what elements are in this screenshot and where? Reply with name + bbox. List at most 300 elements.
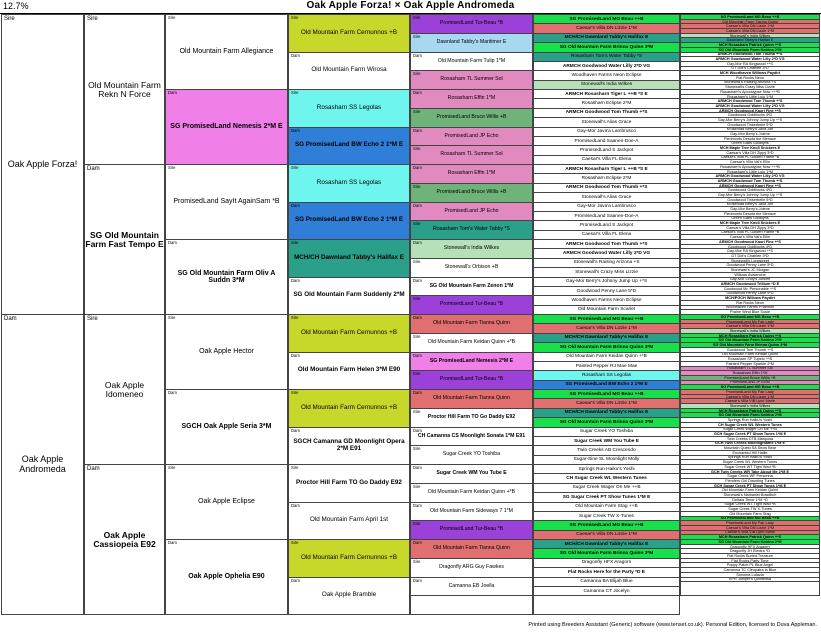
animal-name: Poppy Patch PL Blue Angel [726,563,774,568]
animal-name: Caesar's Villa DH Zippy 3*D [726,225,774,230]
animal-name: Springs Run Haiku's Yoshi [727,455,773,460]
parent-role-label: Dam [413,465,422,470]
pedigree-cell-g3 [288,239,410,278]
animal-name: Caesar's Villa DN Lizzie 1*M [576,26,637,32]
animal-name: ARMCH Goodwood Tom Thumb +*S [565,185,648,191]
animal-name: CH Camanna CS Moonlight Sonata 1*M E91 [417,432,526,439]
animal-name: Old Mountain Farm Wirosa [311,66,387,74]
animal-name: MCH Maple Tree Knoll Snickers E [719,146,781,151]
parent-role-label: Sire [413,408,421,414]
animal-name: Camanna EB Joella [448,582,495,589]
pedigree-cell-g4 [410,445,533,465]
animal-name: Oak Apple Bramble [321,591,377,599]
animal-name: Stonewall's JC Morgan [730,267,770,272]
parent-role-label: Sire [413,371,421,377]
pedigree-cell-g4 [410,89,533,109]
animal-name: SG PromisedLand MG Beau ++B [720,14,780,19]
animal-name: Stonewall's Alias Grace [581,119,632,125]
animal-name: GT Dot's Chablee 3*D [731,253,769,258]
animal-name: Gay-Mor RA Kingwood +*S [727,61,773,66]
animal-name: Painted Pepper Sparkle 2*M [726,361,774,366]
animal-name: PromisedLand Saanen-Doe-A [574,138,639,144]
animal-name: SG PromisedLand MG Beau ++B [569,522,644,528]
parent-role-label: Sire [413,33,421,39]
pedigree-cell-g4 [410,314,533,334]
parent-role-label: Dam [168,240,177,245]
parent-role-label: Dam [168,90,177,95]
animal-name: Old Mountain Farm Keidan Quinn +*B [427,488,516,495]
parent-role-label: Dam [168,540,177,545]
animal-name: Caesar's Villa VIB Lynn Marie [725,530,775,535]
pedigree-cell-g4 [410,33,533,53]
animal-name: SG PromisedLand MG Beau ++B [720,385,780,390]
animal-name: SG PromisedLand MG Beau ++B [569,391,644,397]
animal-name: Sonoma Lutazia [736,572,764,577]
animal-name: Old Mountain Farm Sideways 7 1*M [429,507,514,514]
pedigree-cell-g4 [410,70,533,90]
pedigree-cell-g4 [410,239,533,259]
pedigree-cell-g4 [410,558,533,578]
parent-role-label: Sire [413,296,421,302]
animal-name: SG PromisedLand MG Beau ++B [720,314,780,319]
parent-role-label: Dam [413,315,422,320]
animal-name: Enchanted Hill Hallie [732,450,768,455]
animal-name: Flat Rocks Party Time [731,558,769,563]
animal-name: Stonewall's Raising Arizona +S [573,260,640,266]
animal-name: Rosasharn's Apocalypse Now ++*B [720,164,780,169]
animal-name: Goodwood Tinkerbelle 5*D [727,197,773,202]
animal-name: Rosasharn Tom's Water Tabby *S [570,54,643,60]
pedigree-cell-g3 [288,164,410,203]
animal-name: Prairie Wind Blue Susie [730,310,770,315]
parent-role-label: Dam [413,427,422,433]
animal-name: Dawnland Tabby's Halifax E [726,38,774,43]
pedigree-cell-g4 [410,595,533,615]
animal-name: Rosasharn TL Summer Sol [727,366,773,371]
animal-name: Stonewall's Alias Grace [581,194,632,200]
animal-name: Old Mountain Farm Scarlet [577,307,636,313]
animal-name: PromisedLand S Jackpot [579,222,634,228]
pedigree-cell-g3 [288,89,410,128]
animal-name: GCH Twin Creeks WR Take About Me 2*M E [711,469,789,474]
animal-name: Old Mountain Farm Allegiance [179,48,274,56]
animal-name: Flat Rocks Neon [735,300,765,305]
animal-name: Gay-Mor Berry's Johnny Jump Up +*S [717,192,783,197]
parent-role-label: Sire [413,558,421,564]
animal-name: Gay-Mor Berry's Jolene [730,207,770,212]
animal-name: SG PromisedLand MG Beau ++B [720,516,780,521]
animal-name: Piedmonts Desota the Menace [724,136,776,141]
pedigree-cell-g4 [410,539,533,559]
animal-name: Rosasharn's Apocalypse Now ++*B [720,89,780,94]
pedigree-cell-g1 [84,164,165,315]
parent-role-label: Dam [291,352,300,358]
animal-name: Old Mountain Farm Stag ++B [575,504,638,510]
pedigree-cell-g4 [410,14,533,34]
animal-name: Oak Apple Idomeneo [104,379,145,399]
animal-name: Caesar's Villa DN Lizzie 1*M [725,525,775,530]
parent-role-label: Dam [291,427,300,433]
animal-name: Oak Apple Andromeda [19,454,66,474]
pedigree-cell-g3 [288,464,410,503]
pedigree-cell-g4 [410,220,533,240]
animal-name: ARMCH Goodwood Kaori Fine +*S [719,108,781,113]
pedigree-cell-g2 [165,539,288,615]
parent-role-label: Dam [291,577,300,583]
animal-name: Goodwood Penny Lane 5*D [726,263,774,268]
parent-role-label: Dam [291,127,300,133]
pedigree-cell-g6 [680,581,820,596]
animal-name: ARMCH Goodwood Kaori Fine +*S [719,239,781,244]
animal-name: Oak Apple Ophelia E90 [188,573,265,581]
parent-role-label: Dam [87,466,100,472]
animal-name: Old Mountain Farm Tianna Quinn [433,395,510,402]
animal-name: Painted Pepper RJ Mae Mae [575,363,638,369]
header-bar [0,0,821,14]
animal-name: Caesar's Villa Val's Ellie [729,235,771,240]
animal-name: Goodwood Goldilocks 4*D [727,188,773,193]
animal-name: Rosasharn TL Summer Sol [440,76,503,83]
animal-name: ARMCH Goodwood Trillium *D E [720,282,780,287]
pedigree-cell-g2 [165,14,288,90]
animal-name: Stonewall's India Wilkes [729,403,771,408]
animal-name: Sugar-Sine SL Moonlight Molly [573,457,640,463]
animal-name: Gay-Mor RA Kingwood +*S [727,249,773,254]
animal-name: SG Old Mountain Farm Katrina 2*M [718,338,782,343]
animal-name: Kroseroad Berry's Java Joe [726,127,774,132]
pedigree-cell-g4 [410,577,533,597]
animal-name: Caesar's Villa DN Lizzie 1*M [576,326,637,332]
animal-name: PromisedLand Bruce Willis +B [724,375,776,380]
parent-role-label: Dam [413,277,422,283]
animal-name: MCH Maple Tree Knoll Snickers E [719,221,781,226]
animal-name: PromisedLand Bruce Willis +B [436,188,507,195]
animal-name: Dragonfly HFX Aragorn [581,560,632,566]
parent-role-label: Sire [4,16,15,22]
animal-name: Gay-Mor Berry's Johnny Jump Up +*S [717,117,783,122]
pedigree-cell-g1 [84,14,165,165]
animal-name: PromisedLand My Fair Lady [726,521,774,526]
animal-name: PromisedLand S Jackpot [579,147,634,153]
animal-name: Camanna TC Cleopatra in Blue [723,567,777,572]
animal-name: SG Old Mountain Farm Brinna Quinn 3*M [712,342,788,347]
animal-name: Sugar Creek TW X-Tunes [728,507,772,512]
parent-role-label: Dam [413,127,422,133]
animal-name: PromisedLand Tur-Beau *B [439,526,504,533]
pedigree-cell-g4 [410,333,533,353]
pedigree-cell-g3 [288,52,410,91]
animal-name: Rosasharn Effin 1*M [447,170,496,177]
parent-role-label: Sire [413,221,421,227]
animal-name: MCH Rosasharn Patrick Quinn +*S [718,408,782,413]
animal-name: Old Mountain Farm Tianna Quinn [433,320,510,327]
animal-name: ARMCH Goodwood Tom Thumb +*S [565,241,648,247]
animal-name: Caesar's Villa DN Lizzie 1*M [576,532,637,538]
animal-name: Goodwood Penny Lane 5*D [726,291,774,296]
animal-name: Goodwood Goldilocks 4*D [727,113,773,118]
pedigree-cell-g4 [410,295,533,315]
animal-name: Stonewall's Raising Arizona +S [723,80,777,85]
animal-name: Dragonfly HFX Aragorn [730,544,770,549]
animal-name: Sugar Creek WL Western Tunes [722,460,778,465]
parent-role-label: Dam [413,52,422,58]
animal-name: Sugar Creek TW X-Tunes [579,513,634,519]
animal-name: GT Dot's Chablee 3*D [731,66,769,71]
animal-name: Sugar Creek WF Personna [727,474,773,479]
animal-name: Old Mountain Farm Stag [729,511,771,516]
pedigree-cell-g3 [288,127,410,166]
animal-name: Gay-Mor Berry's Jolene [730,132,770,137]
animal-name: Gay-Mor Berry's Johnny Jump Up +*S [565,279,648,285]
animal-name: Gay-Mor Java'a Lambrusco [577,204,636,210]
animal-name: Old Mountain Farm Keidan Quinn [721,352,779,357]
animal-name: SG Sugar Creek PT Show Tunes 1*M E [562,494,651,500]
animal-name: ARMCH Rosasharn Tiger L ++B *S E [565,91,648,97]
animal-name: Rosasharn's Little Lulu 1*M [726,169,774,174]
animal-name: ARMCH Goodwood Water Lilly 2*D VG [715,103,785,108]
animal-name: MCH Rosasharn Patrick Quinn +*S [718,535,782,540]
animal-name: Old Mountain Farm Helen 3*M E90 [297,366,401,374]
pedigree-cell-g4 [410,464,533,484]
animal-name: SG Old Mountain Farm Oliv A Suddn 3*M [177,269,276,284]
animal-name: Stonewall's Longstreet [730,258,770,263]
parent-role-label: Sire [413,183,421,189]
pedigree-cell-g4 [410,183,533,203]
animal-name: Gay-Mor Java'a Lambrusco [577,129,636,135]
parent-role-label: Sire [291,540,299,545]
parent-role-label: Sire [168,465,176,470]
pedigree-cell-g3 [288,577,410,616]
animal-name: Caesar's Villa FL Elena [581,157,632,163]
animal-name: Camanna BA Elijah Blue [580,579,633,585]
animal-name: Springs Run Haiku's Yoshi [578,466,635,472]
animal-name: Willows Avalanche [734,272,766,277]
parent-role-label: Sire [413,15,421,20]
animal-name: Stonewall's Crazy Miss Lizzie [725,85,775,90]
animal-name: Old Mountain Farm Cernunnos +B [300,28,398,36]
parent-role-label: Sire [413,483,421,489]
animal-name: SGCH Oak Apple Seria 3*M [181,423,272,431]
animal-name: Springs Run Haiku's Yoshi [727,417,773,422]
animal-name: Deltaia Tenor 1*M *D [732,497,768,502]
parent-role-label: Sire [168,315,176,320]
pedigree-cell-g3 [288,314,410,353]
parent-role-label: Dam [87,166,100,172]
animal-name: Oak Apple Cassiopeia E92 [93,529,156,549]
zoom-level: 12.7% [3,1,29,11]
pedigree-cell-g3 [288,277,410,316]
animal-name: MCH/CH Dawnland Tabby's Halifax E [564,541,649,547]
animal-name: Sugar Creek WM You Tube E [573,438,640,444]
animal-name: Rosasharn Eclipse 2*M [581,176,632,182]
pedigree-cell-g2 [165,89,288,165]
animal-name: Sugar Creek WM You Tube E [436,470,507,477]
parent-role-label: Dam [413,390,422,395]
parent-role-label: Sire [413,446,421,452]
animal-name: Caesar's Villa VIB Lynn Marie [725,399,775,404]
animal-name: Rosasharn Tom's Water Tabby *S [432,226,510,233]
animal-name: Old Mountain Farm Cernunnos +B [300,553,398,561]
animal-name: Rosasharn SS Legolas [581,372,632,378]
animal-name: SG PromisedLand Nemesis 2*M E [170,123,283,131]
animal-name: SG Old Mountain Farm Suddenly 2*M [293,291,405,299]
animal-name: PromisedLand SayIt AgainSam *B [173,198,280,206]
animal-name: Rosasharn TL Summer Sol [440,151,503,158]
pedigree-cell-g0 [1,314,84,615]
animal-name: Sugar Creek WT Tight Wad *B [724,502,776,507]
pedigree-cell-g4 [410,408,533,428]
animal-name: Piedmonts Desota the Menace [724,211,776,216]
parent-role-label: Dam [413,90,422,95]
animal-name: Dragonfly JH Electra *D [729,549,771,554]
animal-name: Rosasharn SP Tupelo +*B [727,357,773,362]
animal-name: MCH Rosasharn Patrick Quinn +*S [718,42,782,47]
pedigree-cell-g3 [288,427,410,466]
pedigree-cell-g5 [533,595,680,615]
animal-name: SG Old Mountain Farm Fast Tempo E [85,229,164,249]
animal-name: Rosasharn Eclipse 2*M [581,101,632,107]
animal-name: SG Old Mountain Farm Brinna Quinn 3*M [559,419,654,425]
animal-name: MCH/CH Dawnland Tabby's Halifax E [294,253,404,261]
animal-name: PromisedLand My Fair Lady [726,389,774,394]
animal-name: Old Mountain Farm Keidan Quinn +*B [566,354,647,360]
animal-name: GCH Twin Creeks Moonlightaffle 1*M E [715,441,785,446]
animal-name: MCH Rosasharn Patrick Quinn +*S [718,333,782,338]
animal-name: ARMCH Goodwood Water Lilly 2*D VG [715,174,785,179]
animal-name: GCH Sugar Creek PT Show Tunes 1*M E [713,432,787,437]
animal-name: Caesar's Villa Val's Ellie [729,160,771,165]
animal-name: ARMCH Goodwood Tom Thumb +*S [565,110,648,116]
animal-name: ARMCH Goodwood Water Lilly 2*D VG [562,63,651,69]
pedigree-cell-g0 [1,14,84,315]
parent-role-label: Dam [4,316,17,322]
parent-role-label: Sire [413,521,421,527]
animal-name: Old Mountain Farm Rekn N Force [88,79,161,99]
animal-name: Flat Rocks Buried Treasure [726,553,773,558]
pedigree-cell-g4 [410,258,533,278]
animal-name: Sugar Creek YO Toshiba [442,451,501,458]
animal-name: Proctor Hill Farm TO Go Daddy E92 [296,478,402,486]
animal-name: Stonewall's India Wilkes [729,33,771,38]
animal-name: Twin Creeks CTB Mariposa [726,436,774,441]
pedigree-cell-g2 [165,164,288,240]
animal-name: SG Old Mountain Farm Katrina 2*M [718,539,782,544]
parent-role-label: Dam [291,277,300,283]
animal-name: Dragonfly ARG Guy Fawkes [439,563,504,570]
animal-name: GCH Sugar Creek PT Show Tunes 1*M E [713,483,787,488]
pedigree-cell-g4 [410,502,533,522]
animal-name: Old Mountain Farm April 1st [309,516,389,524]
parent-role-label: Dam [168,390,177,395]
animal-name: SG PromisedLand BW Echo 2 1*M E [294,141,404,149]
parent-role-label: Sire [291,465,299,470]
animal-name: SG Old Mountain Farm Katrina 2*M [718,47,782,52]
animal-name: ARMCH Goodwood Tom Thumb +*S [717,99,783,104]
animal-name: Dawnland Tabby's Maritimer E [436,38,507,45]
animal-name: Sugar Creek Wager On Me ++B [723,427,777,432]
animal-name: Oak Apple Hector [199,348,254,356]
animal-name: Proctor Hill Farm TO Go Daddy E92 [427,413,516,420]
animal-name: SG PromisedLand BW Echo 2 1*M E [294,216,404,224]
animal-name: Stonewall's Crazy Miss Lizzie [575,269,638,275]
animal-name: Camanna CT Jocelyn [583,588,630,594]
animal-name: Old Mountain Farm Keidan Quinn +*B [427,338,516,345]
pedigree-cell-g3 [288,14,410,53]
animal-name: ARMCH Goodwood Water Lilly 2*D VG [715,57,785,62]
animal-name: Goodwood Penny Lane 5*D [576,288,637,294]
animal-name: MCH/CH Dawnland Tabby's Halifax E [564,410,649,416]
animal-name: ARMCH Goodwood Tom Thumb +*S [717,178,783,183]
animal-name: Sugar Creek Wager On Me ++B [572,485,641,491]
pedigree-cell-g4 [410,164,533,184]
animal-name: Goodwood Goldilocks 4*D [727,244,773,249]
parent-role-label: Sire [413,146,421,152]
animal-name: CH Sugar Creek WL Western Tunes [566,476,647,482]
pedigree-cell-g2 [165,239,288,315]
parent-role-label: Dam [413,540,422,545]
pedigree-cell-g4 [410,427,533,447]
pedigree-cell-g4 [410,520,533,540]
animal-name: SG PromisedLand MG Beau ++B [569,316,644,322]
pedigree-cell-g1 [84,314,165,465]
animal-name: Caesar's Villa FL Elena [581,232,632,238]
animal-name: PromisedLand Tur-Beau *B [439,20,504,27]
pedigree-cell-g4 [410,127,533,147]
parent-role-label: Sire [291,15,299,20]
pedigree-cell-g2 [165,464,288,540]
parent-role-label: Sire [413,108,421,114]
animal-name: Caesar's Villa DN Lizzie 1*M [725,394,775,399]
pedigree-cell-g4 [410,202,533,222]
animal-name: SG PromisedLand Nemesis 2*M E [429,357,514,364]
animal-name: PromisedLand JP Echo [730,380,770,385]
animal-name: Woodhaven Farms Neon Eclipse [571,72,642,78]
parent-role-label: Dam [413,202,422,208]
animal-name: Stonewall's India Wilkes [580,82,633,88]
animal-name: Caesar's Villa DH Zippy 3*D [726,150,774,155]
pedigree-cell-g3 [288,352,410,391]
animal-name: Rosasharn Effin 1*M [447,95,496,102]
animal-name: Woodhaven Farms Phantom [725,305,775,310]
animal-name: Caesar's Villa DN Lizzie 1*M [576,401,637,407]
parent-role-label: Sire [413,258,421,264]
pedigree-cell-g4 [410,483,533,503]
animal-name: Old Mountain Farm Tianna Quinn [433,545,510,552]
animal-name: PromisedLand Saanen-Doe-A [574,213,639,219]
animal-name: SG Old Mountain Farm Brinna Quinn 3*M [559,344,654,350]
animal-name: SG Old Mountain Farm Zenon 1*M [429,282,514,289]
animal-name: Goodwood Mr. Personable +*S [723,286,777,291]
animal-name: Sugar Creek YO Toshiba [580,429,633,435]
pedigree-cell-g4 [410,52,533,72]
animal-name: Old Mountain Farm Keidan Quinn [721,488,779,493]
pedigree-cell-g4 [410,277,533,297]
page-title: Oak Apple Forza! × Oak Apple Andromeda [306,0,515,11]
animal-name: Oak Apple Forza! [7,158,78,169]
animal-name: Stonewall's India Wilkes [729,328,771,333]
animal-name: Rosasharn SS Legolas [316,178,382,186]
animal-name: KPR Juniper's Quintessa [728,577,772,582]
animal-name: Caesar's Villa DN Lizzie 1*M [725,28,775,33]
animal-name: SG PromisedLand BW Echo 2 1*M E [565,382,648,388]
parent-role-label: Sire [87,316,98,322]
pedigree-cell-g4 [410,370,533,390]
animal-name: ARMCH Goodwood Kaori Fine +*S [719,183,781,188]
parent-role-label: Sire [291,240,299,245]
parent-role-label: Sire [413,71,421,77]
animal-name: PromisedLand Tur-Beau *B [439,301,504,308]
animal-name: Green Gabs Goldilyns [731,141,769,146]
